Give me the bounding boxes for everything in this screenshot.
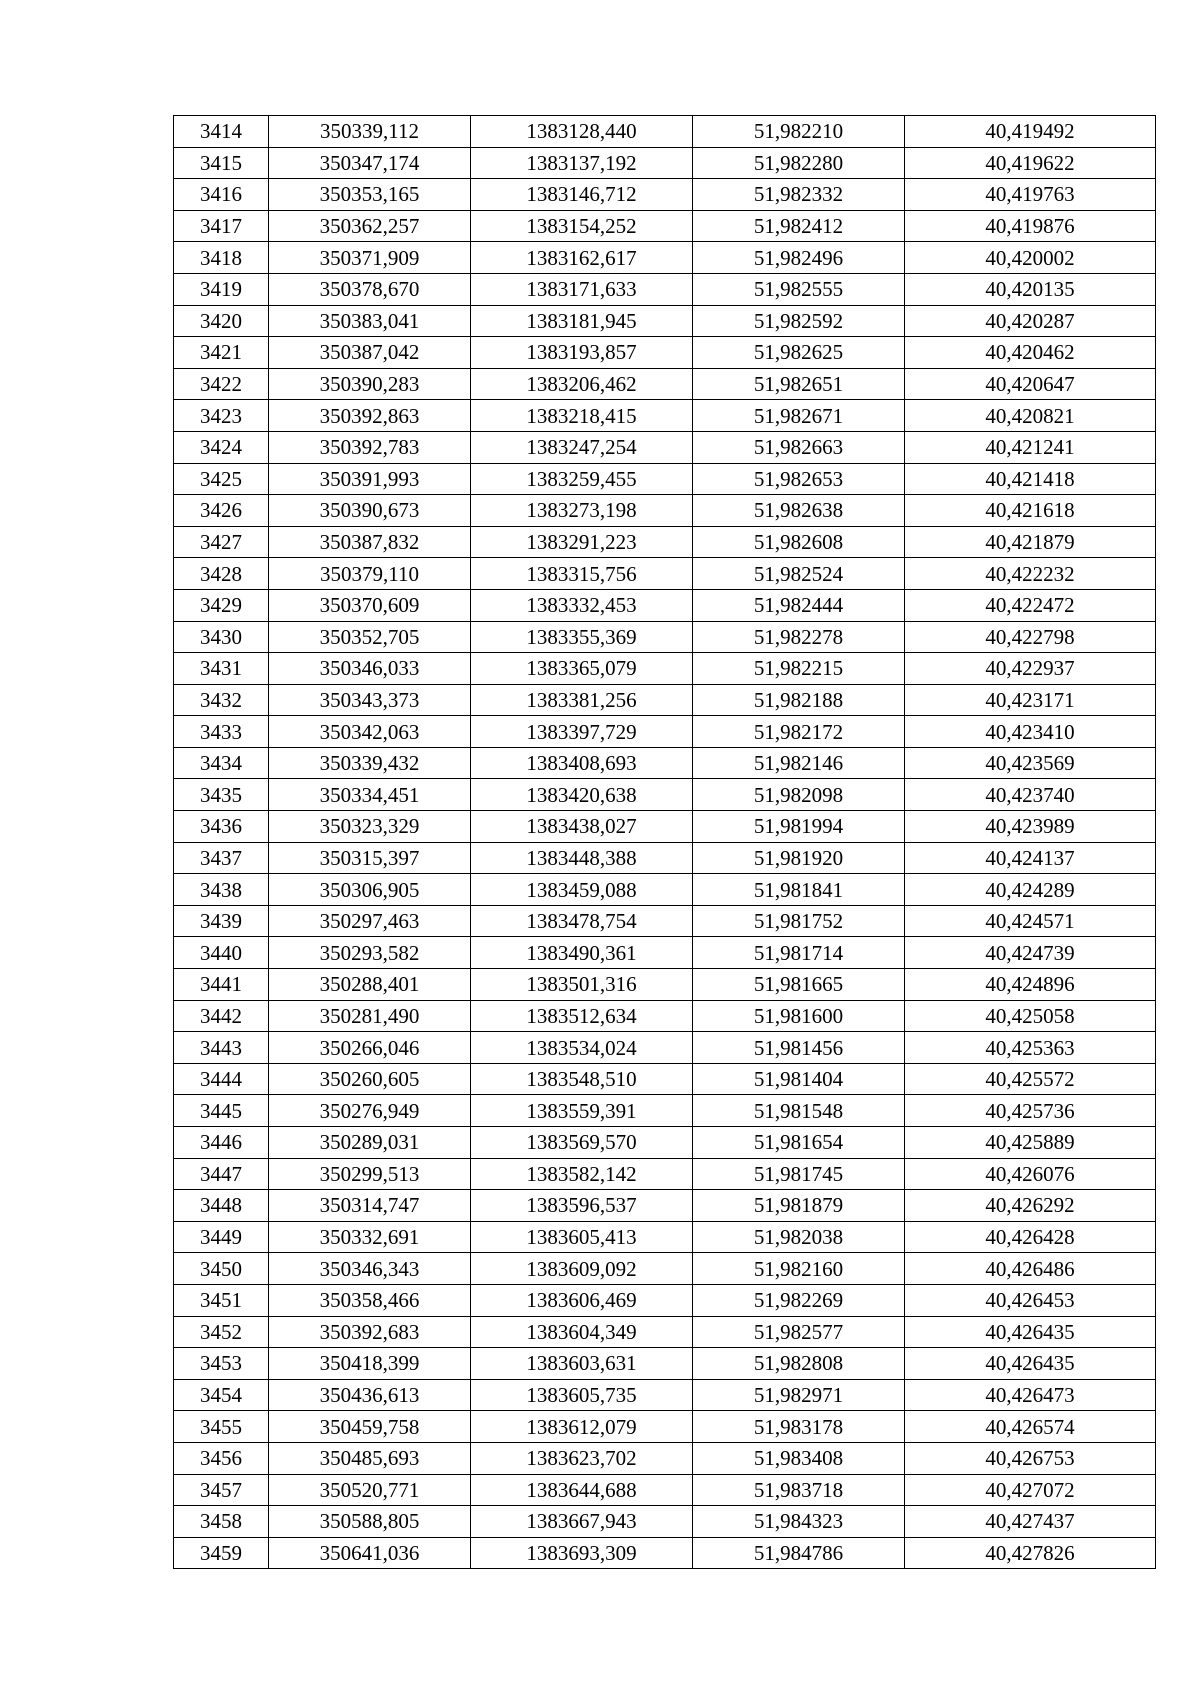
x-coordinate-cell: 350323,329 bbox=[269, 811, 471, 843]
x-coordinate-cell: 350358,466 bbox=[269, 1284, 471, 1316]
latitude-cell: 51,981920 bbox=[693, 842, 905, 874]
longitude-cell: 40,424137 bbox=[905, 842, 1156, 874]
longitude-cell: 40,423989 bbox=[905, 811, 1156, 843]
x-coordinate-cell: 350306,905 bbox=[269, 874, 471, 906]
table-row bbox=[174, 1063, 1156, 1095]
x-coordinate-cell: 350371,909 bbox=[269, 242, 471, 274]
point-number-cell: 3445 bbox=[174, 1095, 269, 1127]
y-coordinate-cell: 1383128,440 bbox=[471, 116, 693, 148]
y-coordinate-cell: 1383408,693 bbox=[471, 747, 693, 779]
table-row bbox=[174, 179, 1156, 211]
x-coordinate-cell: 350392,783 bbox=[269, 431, 471, 463]
point-number-cell: 3446 bbox=[174, 1127, 269, 1159]
point-number-cell: 3427 bbox=[174, 526, 269, 558]
x-coordinate-cell: 350334,451 bbox=[269, 779, 471, 811]
table-row bbox=[174, 1379, 1156, 1411]
point-number-cell: 3422 bbox=[174, 368, 269, 400]
x-coordinate-cell: 350362,257 bbox=[269, 210, 471, 242]
latitude-cell: 51,982280 bbox=[693, 147, 905, 179]
longitude-cell: 40,426753 bbox=[905, 1442, 1156, 1474]
y-coordinate-cell: 1383604,349 bbox=[471, 1316, 693, 1348]
point-number-cell: 3415 bbox=[174, 147, 269, 179]
latitude-cell: 51,981745 bbox=[693, 1158, 905, 1190]
longitude-cell: 40,420002 bbox=[905, 242, 1156, 274]
latitude-cell: 51,982210 bbox=[693, 116, 905, 148]
point-number-cell: 3428 bbox=[174, 558, 269, 590]
point-number-cell: 3451 bbox=[174, 1284, 269, 1316]
latitude-cell: 51,981404 bbox=[693, 1063, 905, 1095]
x-coordinate-cell: 350390,673 bbox=[269, 495, 471, 527]
longitude-cell: 40,424289 bbox=[905, 874, 1156, 906]
longitude-cell: 40,422472 bbox=[905, 589, 1156, 621]
latitude-cell: 51,981548 bbox=[693, 1095, 905, 1127]
x-coordinate-cell: 350297,463 bbox=[269, 905, 471, 937]
longitude-cell: 40,425058 bbox=[905, 1000, 1156, 1032]
x-coordinate-cell: 350392,683 bbox=[269, 1316, 471, 1348]
x-coordinate-cell: 350459,758 bbox=[269, 1411, 471, 1443]
point-number-cell: 3429 bbox=[174, 589, 269, 621]
latitude-cell: 51,981879 bbox=[693, 1190, 905, 1222]
y-coordinate-cell: 1383569,570 bbox=[471, 1127, 693, 1159]
latitude-cell: 51,982332 bbox=[693, 179, 905, 211]
table-row bbox=[174, 558, 1156, 590]
latitude-cell: 51,982555 bbox=[693, 273, 905, 305]
longitude-cell: 40,419876 bbox=[905, 210, 1156, 242]
longitude-cell: 40,426435 bbox=[905, 1316, 1156, 1348]
y-coordinate-cell: 1383355,369 bbox=[471, 621, 693, 653]
y-coordinate-cell: 1383206,462 bbox=[471, 368, 693, 400]
point-number-cell: 3443 bbox=[174, 1032, 269, 1064]
x-coordinate-cell: 350289,031 bbox=[269, 1127, 471, 1159]
x-coordinate-cell: 350346,343 bbox=[269, 1253, 471, 1285]
y-coordinate-cell: 1383478,754 bbox=[471, 905, 693, 937]
longitude-cell: 40,419763 bbox=[905, 179, 1156, 211]
latitude-cell: 51,984323 bbox=[693, 1506, 905, 1538]
longitude-cell: 40,421879 bbox=[905, 526, 1156, 558]
y-coordinate-cell: 1383259,455 bbox=[471, 463, 693, 495]
point-number-cell: 3414 bbox=[174, 116, 269, 148]
table-row bbox=[174, 147, 1156, 179]
latitude-cell: 51,982577 bbox=[693, 1316, 905, 1348]
x-coordinate-cell: 350293,582 bbox=[269, 937, 471, 969]
longitude-cell: 40,425363 bbox=[905, 1032, 1156, 1064]
table-row bbox=[174, 811, 1156, 843]
point-number-cell: 3452 bbox=[174, 1316, 269, 1348]
point-number-cell: 3458 bbox=[174, 1506, 269, 1538]
x-coordinate-cell: 350418,399 bbox=[269, 1348, 471, 1380]
x-coordinate-cell: 350391,993 bbox=[269, 463, 471, 495]
longitude-cell: 40,425572 bbox=[905, 1063, 1156, 1095]
x-coordinate-cell: 350347,174 bbox=[269, 147, 471, 179]
point-number-cell: 3419 bbox=[174, 273, 269, 305]
latitude-cell: 51,982971 bbox=[693, 1379, 905, 1411]
y-coordinate-cell: 1383171,633 bbox=[471, 273, 693, 305]
table-row bbox=[174, 1537, 1156, 1569]
point-number-cell: 3435 bbox=[174, 779, 269, 811]
latitude-cell: 51,982412 bbox=[693, 210, 905, 242]
longitude-cell: 40,421418 bbox=[905, 463, 1156, 495]
y-coordinate-cell: 1383596,537 bbox=[471, 1190, 693, 1222]
latitude-cell: 51,982651 bbox=[693, 368, 905, 400]
point-number-cell: 3441 bbox=[174, 969, 269, 1001]
x-coordinate-cell: 350260,605 bbox=[269, 1063, 471, 1095]
point-number-cell: 3437 bbox=[174, 842, 269, 874]
latitude-cell: 51,982160 bbox=[693, 1253, 905, 1285]
x-coordinate-cell: 350392,863 bbox=[269, 400, 471, 432]
latitude-cell: 51,982278 bbox=[693, 621, 905, 653]
point-number-cell: 3438 bbox=[174, 874, 269, 906]
table-row bbox=[174, 589, 1156, 621]
x-coordinate-cell: 350379,110 bbox=[269, 558, 471, 590]
point-number-cell: 3454 bbox=[174, 1379, 269, 1411]
x-coordinate-cell: 350339,112 bbox=[269, 116, 471, 148]
longitude-cell: 40,426486 bbox=[905, 1253, 1156, 1285]
latitude-cell: 51,981600 bbox=[693, 1000, 905, 1032]
point-number-cell: 3459 bbox=[174, 1537, 269, 1569]
longitude-cell: 40,423171 bbox=[905, 684, 1156, 716]
table-row bbox=[174, 242, 1156, 274]
latitude-cell: 51,981665 bbox=[693, 969, 905, 1001]
table-row bbox=[174, 905, 1156, 937]
y-coordinate-cell: 1383420,638 bbox=[471, 779, 693, 811]
x-coordinate-cell: 350315,397 bbox=[269, 842, 471, 874]
longitude-cell: 40,427826 bbox=[905, 1537, 1156, 1569]
longitude-cell: 40,422798 bbox=[905, 621, 1156, 653]
point-number-cell: 3430 bbox=[174, 621, 269, 653]
point-number-cell: 3426 bbox=[174, 495, 269, 527]
table-row bbox=[174, 874, 1156, 906]
longitude-cell: 40,426292 bbox=[905, 1190, 1156, 1222]
y-coordinate-cell: 1383273,198 bbox=[471, 495, 693, 527]
y-coordinate-cell: 1383146,712 bbox=[471, 179, 693, 211]
table-row bbox=[174, 1032, 1156, 1064]
y-coordinate-cell: 1383548,510 bbox=[471, 1063, 693, 1095]
table-row bbox=[174, 1506, 1156, 1538]
y-coordinate-cell: 1383606,469 bbox=[471, 1284, 693, 1316]
latitude-cell: 51,982172 bbox=[693, 716, 905, 748]
x-coordinate-cell: 350281,490 bbox=[269, 1000, 471, 1032]
latitude-cell: 51,982671 bbox=[693, 400, 905, 432]
latitude-cell: 51,982188 bbox=[693, 684, 905, 716]
point-number-cell: 3450 bbox=[174, 1253, 269, 1285]
table-row bbox=[174, 273, 1156, 305]
latitude-cell: 51,981714 bbox=[693, 937, 905, 969]
y-coordinate-cell: 1383162,617 bbox=[471, 242, 693, 274]
x-coordinate-cell: 350346,033 bbox=[269, 653, 471, 685]
x-coordinate-cell: 350288,401 bbox=[269, 969, 471, 1001]
latitude-cell: 51,981841 bbox=[693, 874, 905, 906]
latitude-cell: 51,982444 bbox=[693, 589, 905, 621]
longitude-cell: 40,423410 bbox=[905, 716, 1156, 748]
y-coordinate-cell: 1383534,024 bbox=[471, 1032, 693, 1064]
y-coordinate-cell: 1383501,316 bbox=[471, 969, 693, 1001]
x-coordinate-cell: 350332,691 bbox=[269, 1221, 471, 1253]
point-number-cell: 3420 bbox=[174, 305, 269, 337]
table-row bbox=[174, 747, 1156, 779]
y-coordinate-cell: 1383154,252 bbox=[471, 210, 693, 242]
latitude-cell: 51,982146 bbox=[693, 747, 905, 779]
y-coordinate-cell: 1383623,702 bbox=[471, 1442, 693, 1474]
x-coordinate-cell: 350383,041 bbox=[269, 305, 471, 337]
y-coordinate-cell: 1383181,945 bbox=[471, 305, 693, 337]
longitude-cell: 40,424739 bbox=[905, 937, 1156, 969]
x-coordinate-cell: 350588,805 bbox=[269, 1506, 471, 1538]
table-row bbox=[174, 495, 1156, 527]
latitude-cell: 51,982653 bbox=[693, 463, 905, 495]
x-coordinate-cell: 350266,046 bbox=[269, 1032, 471, 1064]
longitude-cell: 40,423740 bbox=[905, 779, 1156, 811]
y-coordinate-cell: 1383512,634 bbox=[471, 1000, 693, 1032]
longitude-cell: 40,419622 bbox=[905, 147, 1156, 179]
x-coordinate-cell: 350390,283 bbox=[269, 368, 471, 400]
y-coordinate-cell: 1383603,631 bbox=[471, 1348, 693, 1380]
y-coordinate-cell: 1383667,943 bbox=[471, 1506, 693, 1538]
point-number-cell: 3436 bbox=[174, 811, 269, 843]
point-number-cell: 3442 bbox=[174, 1000, 269, 1032]
y-coordinate-cell: 1383193,857 bbox=[471, 337, 693, 369]
table-row bbox=[174, 969, 1156, 1001]
x-coordinate-cell: 350352,705 bbox=[269, 621, 471, 653]
latitude-cell: 51,982638 bbox=[693, 495, 905, 527]
longitude-cell: 40,420821 bbox=[905, 400, 1156, 432]
point-number-cell: 3421 bbox=[174, 337, 269, 369]
table-row bbox=[174, 1158, 1156, 1190]
table-row bbox=[174, 1316, 1156, 1348]
point-number-cell: 3448 bbox=[174, 1190, 269, 1222]
table-row bbox=[174, 1000, 1156, 1032]
table-row bbox=[174, 1221, 1156, 1253]
table-row bbox=[174, 1474, 1156, 1506]
latitude-cell: 51,982098 bbox=[693, 779, 905, 811]
point-number-cell: 3434 bbox=[174, 747, 269, 779]
y-coordinate-cell: 1383247,254 bbox=[471, 431, 693, 463]
y-coordinate-cell: 1383559,391 bbox=[471, 1095, 693, 1127]
latitude-cell: 51,982038 bbox=[693, 1221, 905, 1253]
y-coordinate-cell: 1383693,309 bbox=[471, 1537, 693, 1569]
longitude-cell: 40,427437 bbox=[905, 1506, 1156, 1538]
table-row bbox=[174, 526, 1156, 558]
y-coordinate-cell: 1383582,142 bbox=[471, 1158, 693, 1190]
latitude-cell: 51,982663 bbox=[693, 431, 905, 463]
table-row bbox=[174, 305, 1156, 337]
table-row bbox=[174, 1442, 1156, 1474]
y-coordinate-cell: 1383397,729 bbox=[471, 716, 693, 748]
x-coordinate-cell: 350370,609 bbox=[269, 589, 471, 621]
point-number-cell: 3433 bbox=[174, 716, 269, 748]
longitude-cell: 40,426076 bbox=[905, 1158, 1156, 1190]
x-coordinate-cell: 350353,165 bbox=[269, 179, 471, 211]
longitude-cell: 40,419492 bbox=[905, 116, 1156, 148]
longitude-cell: 40,420647 bbox=[905, 368, 1156, 400]
y-coordinate-cell: 1383315,756 bbox=[471, 558, 693, 590]
longitude-cell: 40,422937 bbox=[905, 653, 1156, 685]
table-row bbox=[174, 337, 1156, 369]
y-coordinate-cell: 1383448,388 bbox=[471, 842, 693, 874]
longitude-cell: 40,427072 bbox=[905, 1474, 1156, 1506]
table-row bbox=[174, 116, 1156, 148]
point-number-cell: 3431 bbox=[174, 653, 269, 685]
table-row bbox=[174, 621, 1156, 653]
point-number-cell: 3457 bbox=[174, 1474, 269, 1506]
latitude-cell: 51,983408 bbox=[693, 1442, 905, 1474]
table-row bbox=[174, 716, 1156, 748]
longitude-cell: 40,426453 bbox=[905, 1284, 1156, 1316]
point-number-cell: 3432 bbox=[174, 684, 269, 716]
point-number-cell: 3455 bbox=[174, 1411, 269, 1443]
coordinate-table bbox=[173, 115, 1156, 1569]
latitude-cell: 51,982524 bbox=[693, 558, 905, 590]
x-coordinate-cell: 350314,747 bbox=[269, 1190, 471, 1222]
x-coordinate-cell: 350436,613 bbox=[269, 1379, 471, 1411]
longitude-cell: 40,425736 bbox=[905, 1095, 1156, 1127]
y-coordinate-cell: 1383605,735 bbox=[471, 1379, 693, 1411]
coordinate-table-body bbox=[174, 116, 1156, 1569]
table-row bbox=[174, 368, 1156, 400]
longitude-cell: 40,421618 bbox=[905, 495, 1156, 527]
latitude-cell: 51,984786 bbox=[693, 1537, 905, 1569]
longitude-cell: 40,426428 bbox=[905, 1221, 1156, 1253]
table-row bbox=[174, 1190, 1156, 1222]
x-coordinate-cell: 350342,063 bbox=[269, 716, 471, 748]
y-coordinate-cell: 1383381,256 bbox=[471, 684, 693, 716]
latitude-cell: 51,981456 bbox=[693, 1032, 905, 1064]
point-number-cell: 3424 bbox=[174, 431, 269, 463]
latitude-cell: 51,982215 bbox=[693, 653, 905, 685]
point-number-cell: 3416 bbox=[174, 179, 269, 211]
latitude-cell: 51,982608 bbox=[693, 526, 905, 558]
point-number-cell: 3453 bbox=[174, 1348, 269, 1380]
latitude-cell: 51,981994 bbox=[693, 811, 905, 843]
x-coordinate-cell: 350343,373 bbox=[269, 684, 471, 716]
point-number-cell: 3425 bbox=[174, 463, 269, 495]
table-row bbox=[174, 684, 1156, 716]
y-coordinate-cell: 1383332,453 bbox=[471, 589, 693, 621]
point-number-cell: 3418 bbox=[174, 242, 269, 274]
table-row bbox=[174, 463, 1156, 495]
x-coordinate-cell: 350387,832 bbox=[269, 526, 471, 558]
longitude-cell: 40,421241 bbox=[905, 431, 1156, 463]
x-coordinate-cell: 350378,670 bbox=[269, 273, 471, 305]
x-coordinate-cell: 350387,042 bbox=[269, 337, 471, 369]
y-coordinate-cell: 1383291,223 bbox=[471, 526, 693, 558]
point-number-cell: 3456 bbox=[174, 1442, 269, 1474]
table-row bbox=[174, 1284, 1156, 1316]
y-coordinate-cell: 1383609,092 bbox=[471, 1253, 693, 1285]
y-coordinate-cell: 1383137,192 bbox=[471, 147, 693, 179]
table-row bbox=[174, 210, 1156, 242]
x-coordinate-cell: 350339,432 bbox=[269, 747, 471, 779]
point-number-cell: 3444 bbox=[174, 1063, 269, 1095]
latitude-cell: 51,982496 bbox=[693, 242, 905, 274]
point-number-cell: 3447 bbox=[174, 1158, 269, 1190]
longitude-cell: 40,426435 bbox=[905, 1348, 1156, 1380]
latitude-cell: 51,982592 bbox=[693, 305, 905, 337]
point-number-cell: 3423 bbox=[174, 400, 269, 432]
x-coordinate-cell: 350299,513 bbox=[269, 1158, 471, 1190]
longitude-cell: 40,420287 bbox=[905, 305, 1156, 337]
point-number-cell: 3439 bbox=[174, 905, 269, 937]
table-row bbox=[174, 779, 1156, 811]
latitude-cell: 51,982269 bbox=[693, 1284, 905, 1316]
latitude-cell: 51,981654 bbox=[693, 1127, 905, 1159]
y-coordinate-cell: 1383644,688 bbox=[471, 1474, 693, 1506]
longitude-cell: 40,423569 bbox=[905, 747, 1156, 779]
longitude-cell: 40,422232 bbox=[905, 558, 1156, 590]
y-coordinate-cell: 1383365,079 bbox=[471, 653, 693, 685]
longitude-cell: 40,425889 bbox=[905, 1127, 1156, 1159]
y-coordinate-cell: 1383612,079 bbox=[471, 1411, 693, 1443]
table-row bbox=[174, 653, 1156, 685]
table-row bbox=[174, 1411, 1156, 1443]
latitude-cell: 51,983718 bbox=[693, 1474, 905, 1506]
x-coordinate-cell: 350520,771 bbox=[269, 1474, 471, 1506]
point-number-cell: 3449 bbox=[174, 1221, 269, 1253]
table-row bbox=[174, 1095, 1156, 1127]
latitude-cell: 51,983178 bbox=[693, 1411, 905, 1443]
point-number-cell: 3440 bbox=[174, 937, 269, 969]
table-row bbox=[174, 1127, 1156, 1159]
longitude-cell: 40,424571 bbox=[905, 905, 1156, 937]
x-coordinate-cell: 350276,949 bbox=[269, 1095, 471, 1127]
y-coordinate-cell: 1383459,088 bbox=[471, 874, 693, 906]
table-row bbox=[174, 400, 1156, 432]
x-coordinate-cell: 350485,693 bbox=[269, 1442, 471, 1474]
y-coordinate-cell: 1383438,027 bbox=[471, 811, 693, 843]
x-coordinate-cell: 350641,036 bbox=[269, 1537, 471, 1569]
table-row bbox=[174, 1348, 1156, 1380]
longitude-cell: 40,424896 bbox=[905, 969, 1156, 1001]
table-row bbox=[174, 842, 1156, 874]
table-row bbox=[174, 431, 1156, 463]
longitude-cell: 40,420462 bbox=[905, 337, 1156, 369]
y-coordinate-cell: 1383218,415 bbox=[471, 400, 693, 432]
latitude-cell: 51,982625 bbox=[693, 337, 905, 369]
latitude-cell: 51,981752 bbox=[693, 905, 905, 937]
point-number-cell: 3417 bbox=[174, 210, 269, 242]
table-row bbox=[174, 1253, 1156, 1285]
y-coordinate-cell: 1383490,361 bbox=[471, 937, 693, 969]
latitude-cell: 51,982808 bbox=[693, 1348, 905, 1380]
table-row bbox=[174, 937, 1156, 969]
longitude-cell: 40,426574 bbox=[905, 1411, 1156, 1443]
y-coordinate-cell: 1383605,413 bbox=[471, 1221, 693, 1253]
longitude-cell: 40,426473 bbox=[905, 1379, 1156, 1411]
longitude-cell: 40,420135 bbox=[905, 273, 1156, 305]
